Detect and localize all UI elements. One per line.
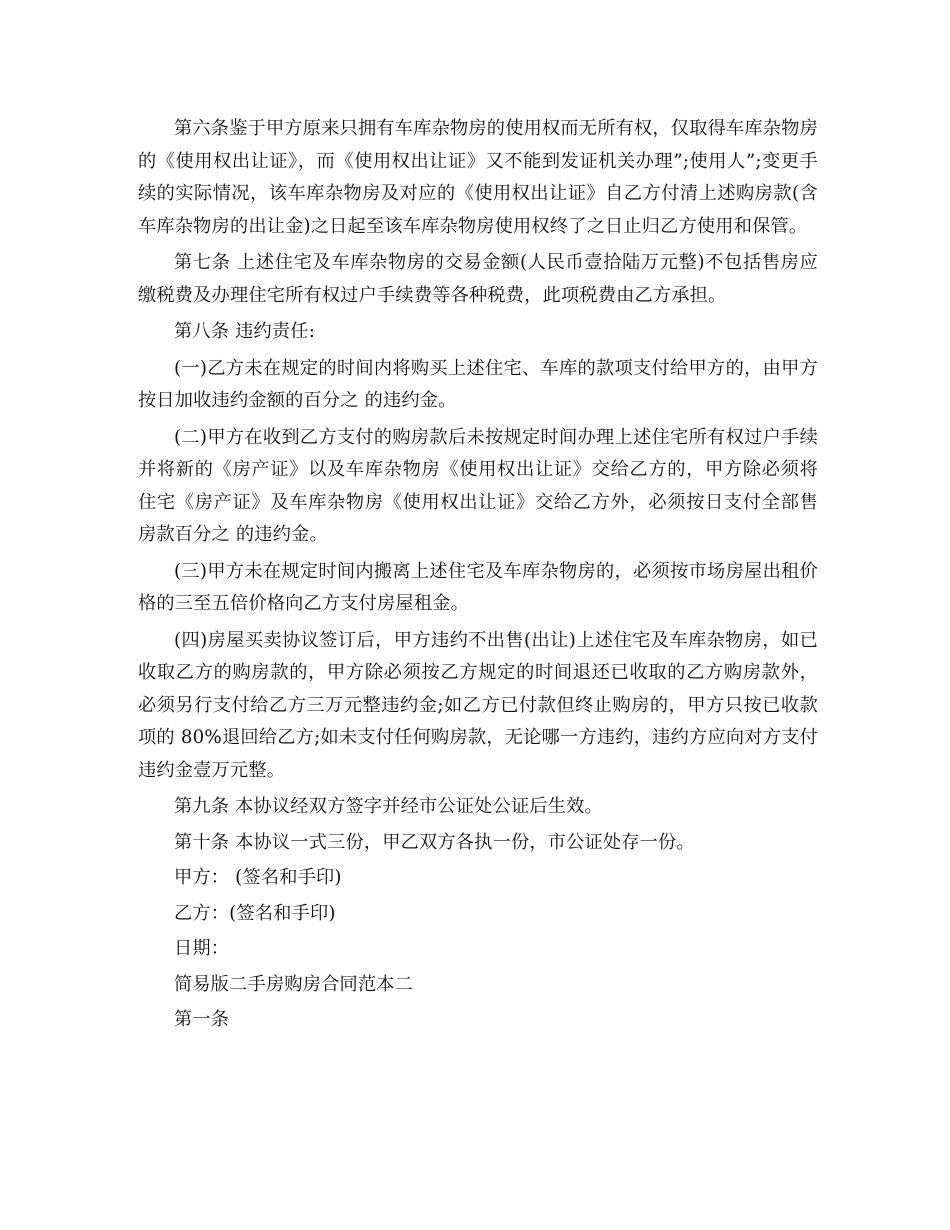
clause-2-paragraph: (二)甲方在收到乙方支付的购房款后未按规定时间办理上述住宅所有权过户手续并将新的《房产证》以及车库杂物房《使用权出让证》交给乙方的，甲方除必须将住宅《房产证》及车库杂物房《使用权出让证》交给乙方外，必须按日支付全部售房款百分之 的违约金。 [138,426,818,545]
clause-3-paragraph: (三)甲方未在规定时间内搬离上述住宅及车库杂物房的，必须按市场房屋出租价格的三至五倍价格向乙方支付房屋租金。 [138,560,818,614]
party-a-signature-line: 甲方： (签名和手印) [174,867,342,888]
date-line: 日期： [174,938,230,959]
party-b-signature-line: 乙方：(签名和手印) [174,902,336,924]
article-8-heading: 第八条 违约责任: [174,321,316,342]
clause-4-paragraph: (四)房屋买卖协议签订后，甲方违约不出售(出让)上述住宅及车库杂物房，如已收取乙方的购房款的，甲方除必须按乙方规定的时间退还已收取的乙方购房款外，必须另行支付给乙方三万元整违约金;如乙方已付款但终止购房的，甲方只按已收款项的 80%退回给乙方;如未支付任何购房款，无论哪一方违约，违约方应向对方支付违约金壹万元整。 [138,629,818,781]
article-6-paragraph: 第六条鉴于甲方原来只拥有车库杂物房的使用权而无所有权，仅取得车库杂物房的《使用权出让证》，而《使用权出让证》又不能到发证机关办理”;使用人”;变更手续的实际情况，该车库杂物房及对应的《使用权出让证》自乙方付清上述购房款(含车库杂物房的出让金)之日起至该车库杂物房使用权终了之日止归乙方使用和保管。 [138,118,818,237]
clause-1-paragraph: (一)乙方未在规定的时间内将购买上述住宅、车库的款项支付给甲方的，由甲方按日加收违约金额的百分之 的违约金。 [138,357,818,411]
article-7-paragraph: 第七条 上述住宅及车库杂物房的交易金额(人民币壹拾陆万元整)不包括售房应缴税费及办理住宅所有权过户手续费等各种税费，此项税费由乙方承担。 [138,252,818,306]
article-10-line: 第十条 本协议一式三份，甲乙双方各执一份，市公证处存一份。 [174,831,695,853]
article-1-heading: 第一条 [174,1009,230,1030]
section-title: 简易版二手房购房合同范本二 [174,973,414,995]
document-page [138,113,818,1040]
article-9-line: 第九条 本协议经双方签字并经市公证处公证后生效。 [174,796,603,817]
